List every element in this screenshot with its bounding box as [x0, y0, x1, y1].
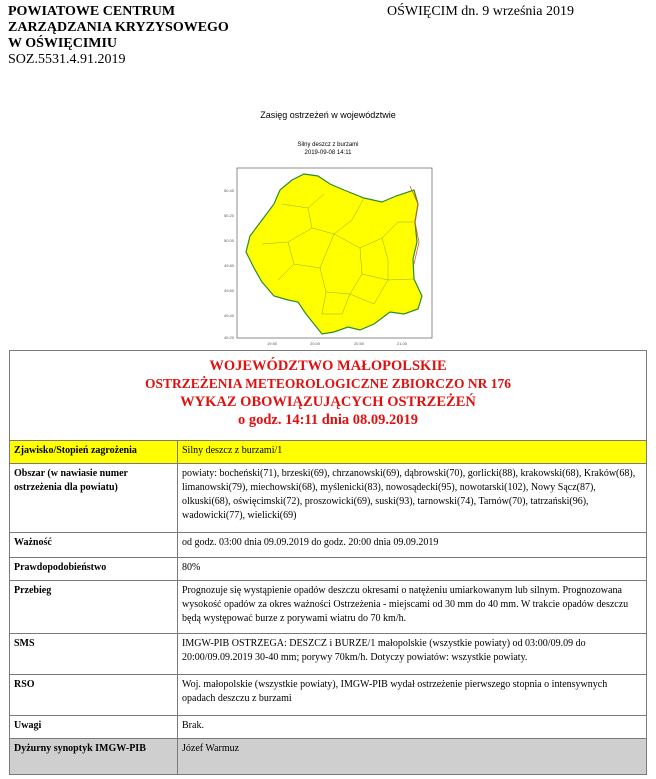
row-area [10, 463, 646, 532]
x-tick-label: 19.50 [267, 341, 278, 346]
issuer-line-3: W OŚWIĘCIMIU [8, 36, 118, 51]
y-tick-label: 49.60 [224, 288, 235, 293]
row-forecaster-label: Dyżurny synoptyk IMGW-PIB [10, 739, 178, 774]
place-date: OŚWIĘCIM dn. 9 września 2019 [387, 4, 575, 19]
row-phenomenon-value: Silny deszcz z burzami/1 [178, 441, 646, 463]
x-tick-label: 20.00 [310, 341, 321, 346]
y-tick-label: 49.80 [224, 263, 235, 268]
row-probability [10, 557, 646, 580]
row-area-value: powiaty: bocheński(71), brzeski(69), chrzanowski(69), dąbrowski(70), gorlicki(88), krakowski(68), Kraków(68), limanowski(79), miechowski(68), myślenicki(83), nowosądecki(95), nowotarski(102), Nowy Sącz(87), olkuski(68), oświęcimski(72), proszowicki(69), suski(93), tarnowski(74), Tarnów(70), tatrzański(96), wadowicki(77), wielicki(69) [182, 468, 636, 521]
row-rso-value: Woj. małopolskie (wszystkie powiaty), IMGW-PIB wydał ostrzeżenie pierwszego stopnia o intensywnych opadach deszczu z burzami [182, 679, 608, 704]
bulletin-header [10, 351, 646, 440]
map-subtitle [0, 141, 656, 157]
row-sms-label: SMS [10, 634, 178, 674]
issuer-block [8, 4, 229, 68]
map-subtitle-timestamp: 2019-09-08 14:11 [304, 150, 352, 156]
bulletin-list-title: WYKAZ OBOWIĄZUJĄCYCH OSTRZEŻEŃ [180, 394, 476, 410]
map-subtitle-phenomenon: Silny deszcz z burzami [297, 142, 359, 148]
warning-table [9, 350, 647, 775]
row-remarks-value: Brak. [182, 720, 204, 731]
row-probability-value: 80% [182, 562, 201, 573]
row-phenomenon [10, 440, 646, 463]
reference-number: SOZ.5531.4.91.2019 [8, 52, 126, 67]
row-course-value: Prognozuje się wystąpienie opadów deszczu okresami o natężeniu umiarkowanym lub silnym. Prognozowana wysokość opadów za okres ważności Ostrzeżenia - miejscami od 30 mm do 40 mm. W trakcie opadów deszczu będą występować burze z porywami wiatru do 70 km/h. [182, 585, 629, 624]
map-y-axis [224, 188, 235, 340]
row-area-label: Obszar (w nawiasie numer ostrzeżenia dla powiatu) [10, 464, 178, 532]
issuer-line-2: ZARZĄDZANIA KRYZYSOWEGO [8, 20, 229, 35]
row-course [10, 580, 646, 633]
bulletin-region: WOJEWÓDZTWO MAŁOPOLSKIE [209, 358, 447, 374]
x-tick-label: 20.50 [354, 341, 365, 346]
y-tick-label: 50.00 [224, 238, 235, 243]
row-phenomenon-label: Zjawisko/Stopień zagrożenia [10, 441, 178, 463]
y-tick-label: 50.40 [224, 188, 235, 193]
row-course-label: Przebieg [10, 581, 178, 633]
bulletin-number: OSTRZEŻENIA METEOROLOGICZNE ZBIORCZO NR 176 [144, 376, 512, 391]
issuer-line-1: POWIATOWE CENTRUM [8, 4, 176, 19]
row-validity-label: Ważność [10, 533, 178, 557]
map-title: Zasięg ostrzeżeń w województwie [260, 110, 396, 120]
row-probability-label: Prawdopodobieństwo [10, 558, 178, 580]
row-sms-value: IMGW-PIB OSTRZEGA: DESZCZ i BURZE/1 małopolskie (wszystkie powiaty) od 03:00/09.09 do 20:00/09.09.2019 30-40 mm; porywy 70km/h. Dotyczy powiatów: wszystkie powiaty. [182, 638, 586, 663]
row-forecaster-value: Józef Warmuz [178, 739, 646, 774]
row-remarks [10, 715, 646, 738]
row-forecaster [10, 738, 646, 774]
y-tick-label: 50.20 [224, 213, 235, 218]
x-tick-label: 21.00 [397, 341, 408, 346]
y-tick-label: 49.20 [224, 335, 235, 340]
row-validity [10, 532, 646, 557]
map-x-axis [267, 341, 408, 346]
row-sms [10, 633, 646, 674]
y-tick-label: 49.40 [224, 313, 235, 318]
row-rso-label: RSO [10, 675, 178, 715]
row-remarks-label: Uwagi [10, 716, 178, 738]
row-validity-value: od godz. 03:00 dnia 09.09.2019 do godz. 20:00 dnia 09.09.2019 [182, 537, 439, 548]
row-rso [10, 674, 646, 715]
bulletin-time: o godz. 14:11 dnia 08.09.2019 [237, 412, 419, 428]
warning-map [222, 164, 436, 346]
